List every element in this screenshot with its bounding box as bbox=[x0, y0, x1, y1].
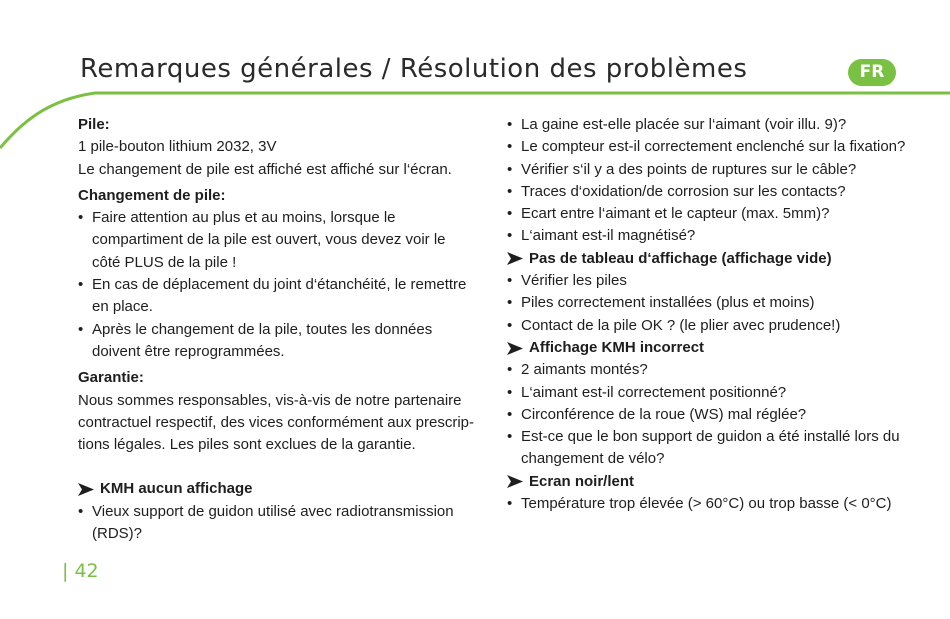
list-item: • Faire attention au plus et au moins, lorsque le compartiment de la pile est ouvert, vous devez voir le côté PLUS de la pile ! bbox=[78, 209, 446, 271]
pas-heading: Pas de tableau d‘affichage (affichage vide) bbox=[529, 249, 832, 267]
garantie-line: contractuel respectif, des vices conformément aux prescrip- bbox=[78, 413, 474, 431]
list-item: • Est-ce que le bon support de guidon a été installé lors du changement de vélo? bbox=[507, 428, 900, 468]
list-item: • Contact de la pile OK ? (le plier avec prudence!) bbox=[507, 316, 841, 334]
language-badge: FR bbox=[848, 59, 896, 86]
list-item: • Après le changement de la pile, toutes les données doivent être reprogrammées. bbox=[78, 320, 433, 360]
list-item: • En cas de déplacement du joint d‘étanchéité, le remettre en place. bbox=[78, 276, 467, 316]
list-item: • Température trop élevée (> 60°C) ou trop basse (< 0°C) bbox=[507, 495, 892, 513]
list-item: • Piles correctement installées (plus et moins) bbox=[507, 294, 815, 312]
right-column bbox=[507, 114, 927, 515]
garantie-heading: Garantie: bbox=[78, 369, 144, 387]
incorrect-heading: Affichage KMH incorrect bbox=[529, 338, 705, 356]
kmh-section-heading bbox=[78, 478, 478, 500]
pile-line: Le changement de pile est affiché est affiché sur l‘écran. bbox=[78, 160, 452, 178]
list-item: • Ecart entre l‘aimant et le capteur (max. 5mm)? bbox=[507, 205, 830, 223]
pile-line: 1 pile-bouton lithium 2032, 3V bbox=[78, 138, 277, 156]
arrow-icon bbox=[507, 252, 523, 265]
list-item: • L‘aimant est-il correctement positionné? bbox=[507, 383, 787, 401]
arrow-icon bbox=[507, 475, 523, 488]
list-item: • Vieux support de guidon utilisé avec radiotransmission (RDS)? bbox=[78, 502, 454, 543]
arrow-icon bbox=[78, 483, 94, 496]
list-item: • 2 aimants montés? bbox=[507, 361, 648, 379]
list-item: • Le compteur est-il correctement enclenché sur la fixation? bbox=[507, 138, 906, 156]
page-number: | 42 bbox=[62, 560, 99, 582]
garantie-line: tions légales. Les piles sont exclues de la garantie. bbox=[78, 436, 416, 454]
ecran-section-heading bbox=[507, 471, 927, 493]
pile-heading: Pile: bbox=[78, 116, 110, 133]
kmh-heading: KMH aucun affichage bbox=[100, 480, 253, 498]
ecran-heading: Ecran noir/lent bbox=[529, 472, 635, 490]
list-item: • L‘aimant est-il magnétisé? bbox=[507, 227, 696, 245]
pas-section-heading bbox=[507, 248, 927, 270]
incorrect-section-heading bbox=[507, 337, 927, 359]
list-item: • La gaine est-elle placée sur l‘aimant (voir illu. 9)? bbox=[507, 116, 847, 133]
list-item: • Circonférence de la roue (WS) mal réglée? bbox=[507, 405, 807, 423]
page-title: Remarques générales / Résolution des problèmes bbox=[80, 54, 748, 84]
list-item: • Traces d‘oxidation/de corrosion sur les contacts? bbox=[507, 182, 846, 200]
list-item: • Vérifier s‘il y a des points de ruptures sur le câble? bbox=[507, 160, 857, 178]
list-item: • Vérifier les piles bbox=[507, 272, 627, 290]
changement-heading: Changement de pile: bbox=[78, 186, 226, 204]
garantie-line: Nous sommes responsables, vis-à-vis de notre partenaire bbox=[78, 391, 462, 409]
arrow-icon bbox=[507, 342, 523, 355]
left-column bbox=[78, 114, 478, 545]
